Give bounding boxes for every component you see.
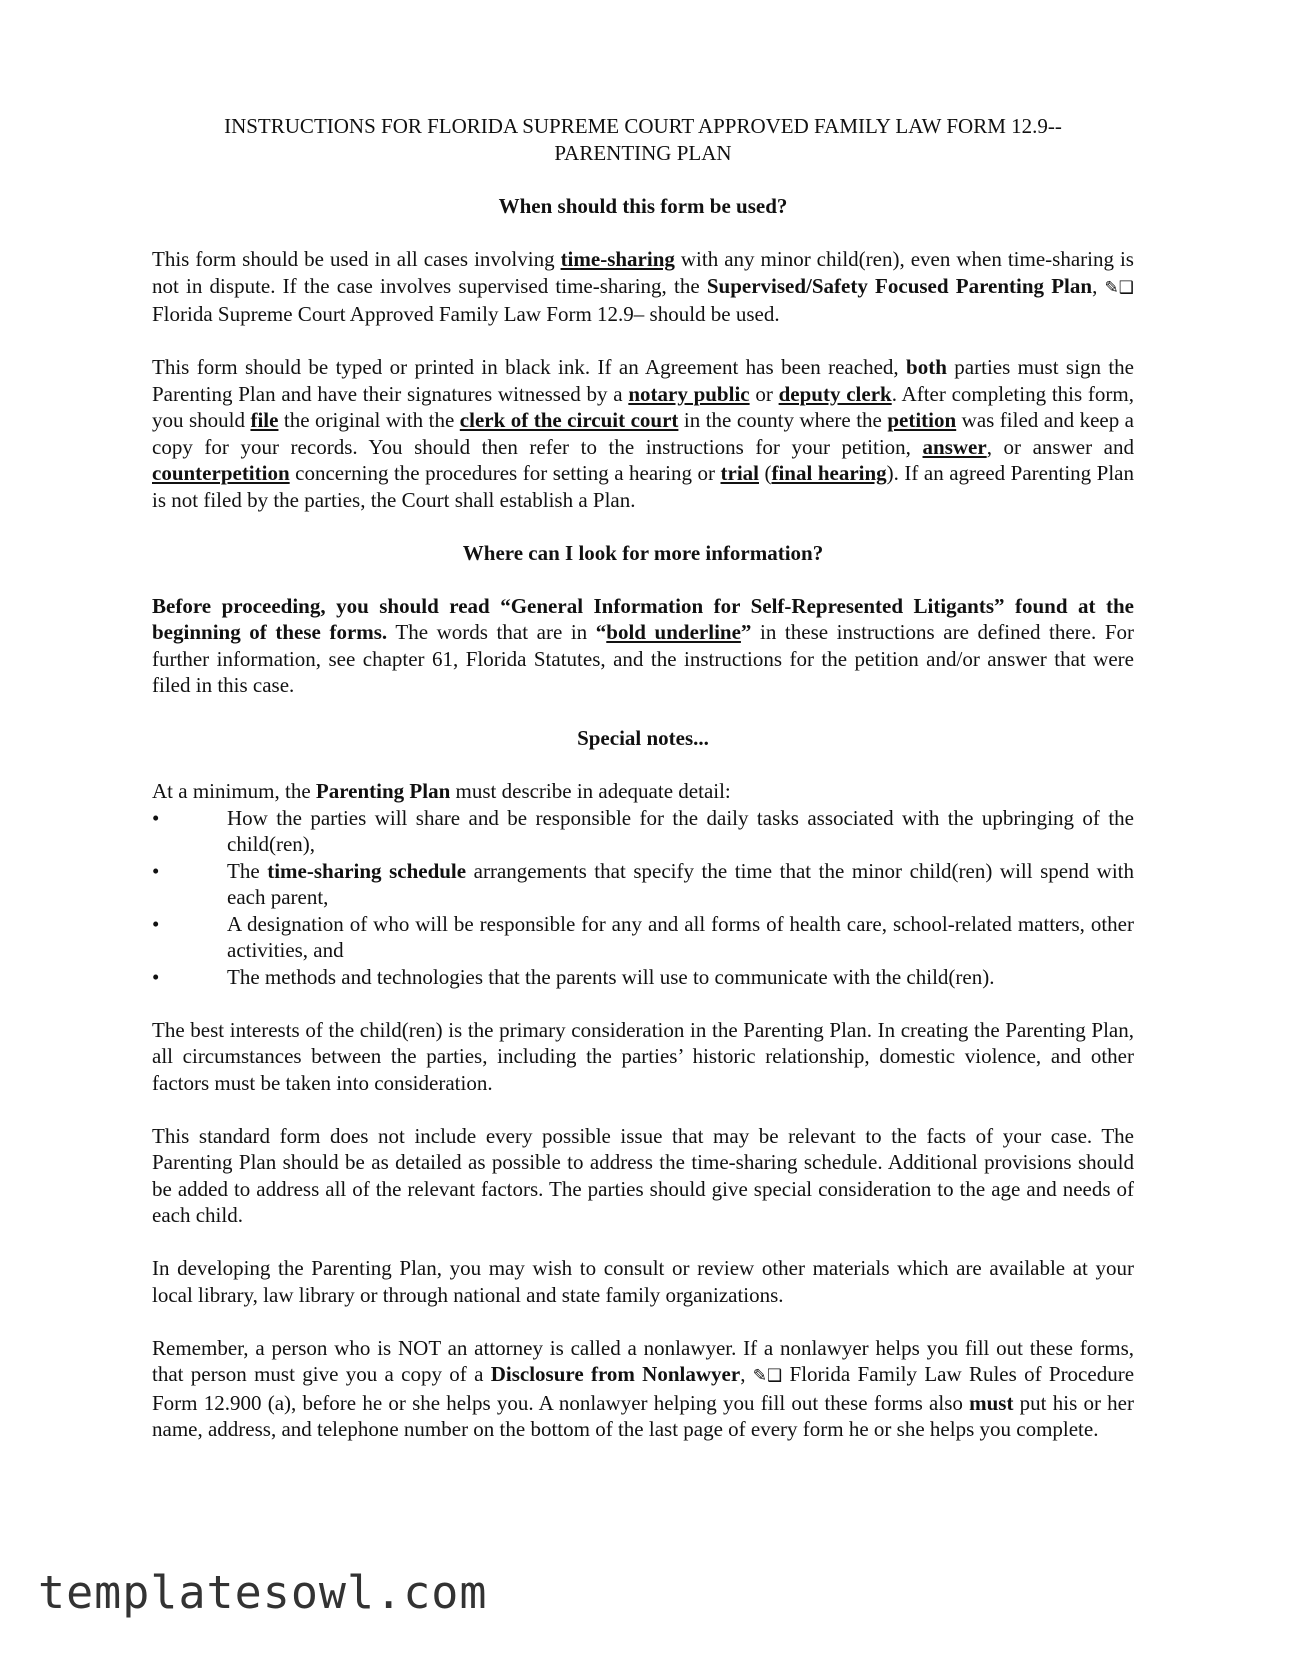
text: put his or her name, address, and telephone number on the bottom of the last page of every form he or she helps you complete. bbox=[152, 1390, 1134, 1441]
paragraph-when-used bbox=[152, 246, 1134, 328]
paragraph-minimum bbox=[152, 778, 1134, 805]
defined-term-counterpetition: counterpetition bbox=[152, 461, 290, 485]
bold-time-sharing-schedule: time-sharing schedule bbox=[267, 858, 467, 883]
text: , bbox=[740, 1362, 753, 1386]
pencil-checkbox-icon: ✎❑ bbox=[752, 1366, 783, 1386]
text: the original with the bbox=[278, 408, 460, 432]
defined-term-bold-underline: bold underline bbox=[606, 620, 741, 644]
text: Remember, a person who is NOT an attorney is called a nonlawyer. If a nonlawyer helps you fill out these forms, that person must give you a copy of a bbox=[152, 1335, 1134, 1386]
paragraph-more-info bbox=[152, 593, 1134, 699]
document-page bbox=[152, 113, 1134, 1469]
list-item bbox=[152, 911, 1134, 964]
bullet-icon: • bbox=[152, 911, 160, 936]
paragraph-best-interests: The best interests of the child(ren) is the primary consideration in the Parenting Plan. In creating the Parenting Plan, all circumstances between the parties, including the parties’ historic relationship, domestic violence, and other factors must be taken into consideration. bbox=[152, 1017, 1134, 1095]
form-name-supervised-plan: Supervised/Safety Focused Parenting Plan bbox=[706, 273, 1093, 298]
form-name-disclosure: Disclosure from Nonlawyer bbox=[490, 1362, 741, 1386]
text: or bbox=[749, 381, 779, 406]
text: A designation of who will be responsible for any and all forms of health care, school-related matters, other activities, and bbox=[227, 911, 1134, 962]
bullet-icon: • bbox=[152, 805, 160, 830]
requirements-list bbox=[152, 805, 1134, 991]
bullet-icon: • bbox=[152, 858, 160, 883]
defined-term-time-sharing: time-sharing bbox=[560, 247, 675, 271]
quote-close: ” bbox=[740, 620, 752, 644]
text: arrangements that specify the time that the minor child(ren) will spend with each parent, bbox=[227, 858, 1134, 909]
bold-read-general-info: Before proceeding, you should read “General Information for Self-Represented Litigants” found at the beginning of these forms. bbox=[152, 593, 1134, 644]
text: parties must sign the Parenting Plan and have their signatures witnessed by a bbox=[152, 355, 1134, 406]
watermark-logo: templatesowl.com bbox=[38, 1566, 488, 1619]
text: At a minimum, the bbox=[152, 779, 316, 803]
text: in these instructions are defined there. For further information, see chapter 61, Florida Statutes, and the instructions for the petition and/or answer that were filed in this case. bbox=[152, 620, 1135, 697]
heading-more-info: Where can I look for more information? bbox=[462, 540, 824, 565]
text: This form should be used in all cases involving bbox=[152, 247, 561, 271]
heading-when-used: When should this form be used? bbox=[498, 194, 788, 218]
paragraph-nonlawyer bbox=[152, 1335, 1134, 1443]
text: , bbox=[1092, 273, 1105, 298]
text: . After completing this form, you should bbox=[152, 381, 1135, 432]
text: This form should be typed or printed in black ink. If an Agreement has been reached, bbox=[152, 355, 907, 379]
text: in the county where the bbox=[678, 408, 888, 432]
quote-open: “ bbox=[595, 620, 607, 644]
bold-must: must bbox=[969, 1390, 1014, 1415]
pencil-checkbox-icon: ✎❑ bbox=[1104, 277, 1134, 298]
defined-term-clerk: clerk of the circuit court bbox=[459, 408, 679, 432]
text: The methods and technologies that the parents will use to communicate with the child(ren). bbox=[227, 964, 995, 989]
paragraph-filing bbox=[152, 354, 1134, 513]
text: Florida Supreme Court Approved Family Law Form 12.9– should be used. bbox=[152, 302, 780, 326]
list-item bbox=[152, 858, 1134, 911]
text: with any minor child(ren), even when time-sharing is not in dispute. If the case involves supervised time-sharing, the bbox=[152, 247, 1134, 298]
bullet-icon: • bbox=[152, 964, 160, 989]
defined-term-answer: answer bbox=[922, 434, 987, 459]
text: must describe in adequate detail: bbox=[450, 779, 731, 803]
bold-both: both bbox=[906, 355, 947, 379]
text: How the parties will share and be responsible for the daily tasks associated with the upbringing of the child(ren), bbox=[227, 805, 1134, 856]
defined-term-notary-public: notary public bbox=[628, 381, 750, 406]
text: ). If an agreed Parenting Plan is not filed by the parties, the Court shall establish a Plan. bbox=[152, 461, 1134, 512]
text: Florida Family Law Rules of Procedure Form 12.900 (a), before he or she helps you. A nonlawyer helping you fill out these forms also bbox=[152, 1362, 1135, 1415]
defined-term-final-hearing: final hearing bbox=[771, 461, 887, 485]
text: was filed and keep a copy for your records. You should then refer to the instructions for your petition, bbox=[152, 408, 1135, 459]
text: The bbox=[227, 858, 268, 883]
heading-special-notes: Special notes... bbox=[577, 726, 709, 750]
text: concerning the procedures for setting a hearing or bbox=[289, 461, 721, 485]
page-title bbox=[152, 113, 1134, 166]
defined-term-trial: trial bbox=[720, 461, 759, 485]
paragraph-developing: In developing the Parenting Plan, you may wish to consult or review other materials which are available at your local library, law library or through national and state family organizations. bbox=[152, 1256, 1134, 1307]
title-line-1: INSTRUCTIONS FOR FLORIDA SUPREME COURT APPROVED FAMILY LAW FORM 12.9-- bbox=[224, 114, 1062, 138]
text: The words that are in bbox=[387, 620, 596, 644]
defined-term-file: file bbox=[250, 408, 279, 432]
list-item bbox=[152, 964, 1134, 991]
text: , or answer and bbox=[986, 434, 1134, 459]
bold-parenting-plan: Parenting Plan bbox=[315, 779, 451, 803]
defined-term-petition: petition bbox=[887, 408, 957, 432]
list-item bbox=[152, 805, 1134, 858]
title-line-2: PARENTING PLAN bbox=[554, 140, 732, 165]
paragraph-standard-form: This standard form does not include every possible issue that may be relevant to the facts of your case. The Parenting Plan should be as detailed as possible to address the time-sharing schedule. Additional provisions should be added to address all of the relevant factors. The parties should give special consideration to the age and needs of each child. bbox=[152, 1123, 1134, 1227]
text: ( bbox=[758, 461, 772, 485]
defined-term-deputy-clerk: deputy clerk bbox=[778, 381, 892, 406]
